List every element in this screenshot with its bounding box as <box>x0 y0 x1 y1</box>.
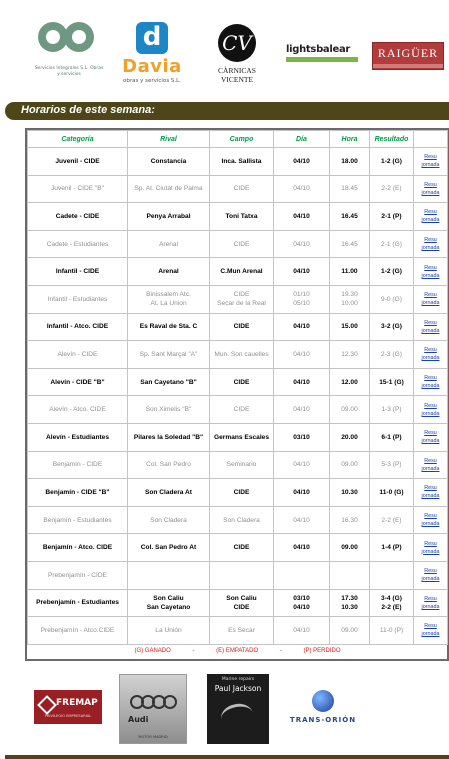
legend-perdido: (P) PERDIDO <box>303 648 341 655</box>
resumen-jornada-link[interactable]: Resu <box>424 264 437 271</box>
cell-categoria: Infantil - Estudiantes <box>28 285 128 313</box>
cell-campo: CIDE <box>210 230 274 258</box>
cell-hora: 20.00 <box>330 423 370 451</box>
cell-resultado: 9-0 (G) <box>370 285 414 313</box>
cell-hora: 17.30 10.30 <box>330 589 370 617</box>
resumen-jornada-link[interactable]: jornada <box>421 438 440 445</box>
cell-link <box>414 313 448 341</box>
resumen-jornada-link[interactable]: jornada <box>421 383 440 390</box>
cell-hora: 18.45 <box>330 175 370 203</box>
cell-dia: 03/10 04/10 <box>274 589 330 617</box>
resumen-jornada-link[interactable]: jornada <box>421 603 440 610</box>
cell-resultado: 15-1 (G) <box>370 368 414 396</box>
cell-rival: Son Ximelis "B" <box>128 396 210 424</box>
cell-categoria: Alevín - Estudiantes <box>28 423 128 451</box>
resumen-jornada-link[interactable]: Resu <box>424 457 437 464</box>
sponsor-paul-jackson-logo[interactable] <box>207 674 269 744</box>
cell-dia: 04/10 <box>274 230 330 258</box>
resumen-jornada-link[interactable]: jornada <box>421 521 440 528</box>
table-row <box>28 285 448 313</box>
table-row <box>28 175 448 203</box>
cell-dia: 04/10 <box>274 534 330 562</box>
cell-dia: 04/10 <box>274 479 330 507</box>
cell-campo: CIDE <box>210 534 274 562</box>
cell-link <box>414 368 448 396</box>
cell-dia: 04/10 <box>274 313 330 341</box>
cell-dia: 04/10 <box>274 506 330 534</box>
cell-campo: Inca. Sallista <box>210 148 274 176</box>
cell-hora: 12.00 <box>330 368 370 396</box>
audi-sub: MOTOR MADRID <box>138 735 168 739</box>
cell-rival: Sp. At. Ciutat de Palma <box>128 175 210 203</box>
cell-resultado: 6-1 (P) <box>370 423 414 451</box>
table-row <box>28 230 448 258</box>
cell-rival: Son Cladera <box>128 506 210 534</box>
cell-rival: Es Raval de Sta. C <box>128 313 210 341</box>
davia-mark-icon: d <box>136 22 168 54</box>
cell-link <box>414 148 448 176</box>
cell-campo: C.Mun Arenal <box>210 258 274 286</box>
cell-rival: La Unión <box>128 617 210 645</box>
cell-dia: 03/10 <box>274 423 330 451</box>
header-campo: Campo <box>210 131 274 148</box>
table-row <box>28 534 448 562</box>
cv-mark-icon: CV <box>218 24 256 62</box>
cell-categoria: Juvenil - CIDE <box>28 148 128 176</box>
schedule-body <box>28 148 448 645</box>
resumen-jornada-link[interactable]: jornada <box>421 217 440 224</box>
cell-categoria: Benjamín - Atco. CIDE <box>28 534 128 562</box>
cell-rival: Col. San Pedro At <box>128 534 210 562</box>
carnicas-name: CÀRNICAS VICENTE <box>218 66 256 84</box>
cell-rival: Son Cladera At <box>128 479 210 507</box>
cell-link <box>414 396 448 424</box>
trans-orion-name: TRANS-ORIÓN <box>289 716 357 724</box>
table-row <box>28 396 448 424</box>
cell-categoria: Cadete - Estudiantes <box>28 230 128 258</box>
header-dia: Día <box>274 131 330 148</box>
cell-hora: 11.00 <box>330 258 370 286</box>
pj-sub: Marine repairs <box>221 677 255 682</box>
sponsor-raiguer-logo[interactable] <box>372 42 444 70</box>
cell-categoria: Juvenil - CIDE "B" <box>28 175 128 203</box>
table-row <box>28 423 448 451</box>
sponsor-trans-orion-logo[interactable] <box>286 690 360 732</box>
cell-rival: Son Caliu San Cayetano <box>128 589 210 617</box>
cell-categoria: Alevín - CIDE "B" <box>28 368 128 396</box>
schedule-table-container <box>25 128 449 661</box>
cell-link <box>414 617 448 645</box>
cell-link <box>414 203 448 231</box>
resumen-jornada-link[interactable]: jornada <box>421 493 440 500</box>
cell-rival: Binissalem Atc. At. La Union <box>128 285 210 313</box>
cell-resultado: 2-1 (G) <box>370 230 414 258</box>
pj-wave-icon <box>219 701 255 731</box>
resumen-jornada-link[interactable]: jornada <box>421 410 440 417</box>
cell-resultado: 1-3 (P) <box>370 396 414 424</box>
cell-campo: Son Cladera <box>210 506 274 534</box>
resumen-jornada-link[interactable]: Resu <box>424 540 437 547</box>
cell-categoria: Infantil - CIDE <box>28 258 128 286</box>
cell-dia: 04/10 <box>274 148 330 176</box>
header-categoria: Categoría <box>28 131 128 148</box>
resumen-jornada-link[interactable]: jornada <box>421 245 440 252</box>
legend-cell <box>28 644 448 659</box>
cell-rival: Arenal <box>128 230 210 258</box>
cell-campo: Es Secar <box>210 617 274 645</box>
resumen-jornada-link[interactable]: Resu <box>424 430 437 437</box>
cell-categoria: Cadete - CIDE <box>28 203 128 231</box>
cell-link <box>414 506 448 534</box>
resumen-jornada-link[interactable]: jornada <box>421 631 440 638</box>
cell-hora: 18.00 <box>330 148 370 176</box>
fremap-icon <box>37 695 57 715</box>
fremap-name: FREMAP <box>56 698 98 708</box>
cell-link <box>414 258 448 286</box>
resumen-jornada-link[interactable]: jornada <box>421 327 440 334</box>
sponsor-davia-logo[interactable] <box>120 22 184 92</box>
cell-rival: Arenal <box>128 258 210 286</box>
cell-rival: Pilares la Soledad "B" <box>128 423 210 451</box>
cell-link <box>414 341 448 369</box>
pj-name: Paul Jackson <box>214 684 262 693</box>
legend-ganado: (G) GANADO <box>134 648 171 655</box>
header-resultado: Resultado <box>370 131 414 148</box>
cell-dia: 04/10 <box>274 258 330 286</box>
cell-categoria: Benjamín - CIDE "B" <box>28 479 128 507</box>
cell-resultado <box>370 561 414 589</box>
resumen-jornada-link[interactable]: Resu <box>424 209 437 216</box>
cell-dia: 01/10 05/10 <box>274 285 330 313</box>
sponsor-carnicas-vicente-logo[interactable] <box>212 22 262 88</box>
cell-resultado: 3-4 (G) 2-2 (E) <box>370 589 414 617</box>
audi-rings-icon <box>130 695 180 709</box>
legend-empatado: (E) EMPATADO <box>216 648 259 655</box>
cell-resultado: 1-2 (G) <box>370 148 414 176</box>
legend-separator: - <box>192 648 195 655</box>
fremap-sub: PRIVILEGIO EMPRESARIAL <box>44 714 92 718</box>
cell-dia: 04/10 <box>274 617 330 645</box>
cell-categoria: Alevín - Atco. CIDE <box>28 396 128 424</box>
table-row <box>28 203 448 231</box>
cell-link <box>414 479 448 507</box>
cell-rival: Constancia <box>128 148 210 176</box>
table-row <box>28 368 448 396</box>
header-hora: Hora <box>330 131 370 148</box>
resumen-jornada-link[interactable]: Resu <box>424 292 437 299</box>
cell-dia: 04/10 <box>274 451 330 479</box>
cell-dia: 04/10 <box>274 203 330 231</box>
header-rival: Rival <box>128 131 210 148</box>
resumen-jornada-link[interactable]: jornada <box>421 576 440 583</box>
sponsor-sc-text: Servicios Integrales S.L. Obras y servicios <box>34 66 104 77</box>
cell-hora: 09.00 <box>330 451 370 479</box>
resumen-jornada-link[interactable]: jornada <box>421 465 440 472</box>
sponsor-lightsbalear-logo[interactable] <box>286 44 358 70</box>
cell-campo: CIDE Secar de la Real <box>210 285 274 313</box>
table-row <box>28 313 448 341</box>
sponsor-sc-logo[interactable] <box>34 18 104 92</box>
cell-resultado: 2-3 (G) <box>370 341 414 369</box>
cell-campo <box>210 561 274 589</box>
header-link <box>414 131 448 148</box>
table-header-row <box>28 131 448 148</box>
cell-resultado: 11-0 (G) <box>370 479 414 507</box>
table-row <box>28 258 448 286</box>
cell-categoria: Prebenjamín - Atco.CIDE <box>28 617 128 645</box>
cell-hora: 09.00 <box>330 396 370 424</box>
table-row <box>28 589 448 617</box>
legend-row <box>28 644 448 659</box>
cell-categoria: Benjamín - Estudiantes <box>28 506 128 534</box>
footer-bar <box>5 755 449 759</box>
cell-hora: 15.00 <box>330 313 370 341</box>
raiguer-name: RAIGÜER <box>377 46 439 60</box>
cell-categoria: Infantil - Atco. CIDE <box>28 313 128 341</box>
cell-link <box>414 534 448 562</box>
resumen-jornada-link[interactable]: jornada <box>421 355 440 362</box>
davia-name: Davia <box>122 56 182 77</box>
cell-categoria: Prebenjamín - CIDE <box>28 561 128 589</box>
cell-dia: 04/10 <box>274 368 330 396</box>
resumen-jornada-link[interactable]: jornada <box>421 189 440 196</box>
cell-link <box>414 175 448 203</box>
cell-dia: 04/10 <box>274 396 330 424</box>
cell-hora <box>330 561 370 589</box>
table-row <box>28 148 448 176</box>
cell-categoria: Alevín - CIDE <box>28 341 128 369</box>
cell-resultado: 3-2 (G) <box>370 313 414 341</box>
cell-resultado: 2-2 (E) <box>370 175 414 203</box>
cell-rival <box>128 561 210 589</box>
cell-rival: San Cayetano "B" <box>128 368 210 396</box>
resumen-jornada-link[interactable]: Resu <box>424 402 437 409</box>
cell-resultado: 11-0 (P) <box>370 617 414 645</box>
resumen-jornada-link[interactable]: Resu <box>424 375 437 382</box>
resumen-jornada-link[interactable]: jornada <box>421 548 440 555</box>
cell-hora: 10.30 <box>330 479 370 507</box>
table-row <box>28 617 448 645</box>
cell-link <box>414 230 448 258</box>
cell-resultado: 1-2 (G) <box>370 258 414 286</box>
sponsor-audi-logo[interactable] <box>119 674 187 744</box>
cell-campo: CIDE <box>210 175 274 203</box>
cell-campo: CIDE <box>210 396 274 424</box>
resumen-jornada-link[interactable]: Resu <box>424 347 437 354</box>
sponsor-fremap-logo[interactable] <box>34 690 102 724</box>
cell-link <box>414 285 448 313</box>
resumen-jornada-link[interactable]: jornada <box>421 162 440 169</box>
schedule-table <box>27 130 448 659</box>
resumen-jornada-link[interactable]: jornada <box>421 300 440 307</box>
cell-link <box>414 451 448 479</box>
cell-campo: CIDE <box>210 479 274 507</box>
cell-hora: 16.45 <box>330 230 370 258</box>
cell-campo: CIDE <box>210 368 274 396</box>
cell-resultado: 2-1 (P) <box>370 203 414 231</box>
cell-link <box>414 423 448 451</box>
cell-campo: Son Caliu CIDE <box>210 589 274 617</box>
cell-campo: Toni Tatxa <box>210 203 274 231</box>
table-row <box>28 561 448 589</box>
cell-categoria: Benjamín - CIDE <box>28 451 128 479</box>
cell-hora: 09.00 <box>330 534 370 562</box>
cell-hora: 16.30 <box>330 506 370 534</box>
cell-rival: Sp. Sant Marçal "A" <box>128 341 210 369</box>
table-row <box>28 479 448 507</box>
cell-hora: 16.45 <box>330 203 370 231</box>
resumen-jornada-link[interactable]: Resu <box>424 181 437 188</box>
resumen-jornada-link[interactable]: Resu <box>424 568 437 575</box>
resumen-jornada-link[interactable]: Resu <box>424 485 437 492</box>
cell-dia <box>274 561 330 589</box>
lightsbalear-name: lightsbalear <box>286 44 351 55</box>
davia-sub: obras y servicios S.L. <box>123 78 181 84</box>
resumen-jornada-link[interactable]: Resu <box>424 623 437 630</box>
cell-dia: 04/10 <box>274 341 330 369</box>
cell-campo: Seminario <box>210 451 274 479</box>
cell-campo: CIDE <box>210 313 274 341</box>
audi-name: Audi <box>128 715 149 724</box>
cell-hora: 09.00 <box>330 617 370 645</box>
sponsors-top <box>0 0 449 100</box>
cell-link <box>414 589 448 617</box>
cell-campo: Mun. Son cauelles <box>210 341 274 369</box>
cell-campo: Germans Escales <box>210 423 274 451</box>
cell-link <box>414 561 448 589</box>
cell-rival: Col. San Pedro <box>128 451 210 479</box>
cell-hora: 19.30 10.00 <box>330 285 370 313</box>
resumen-jornada-link[interactable]: jornada <box>421 272 440 279</box>
table-row <box>28 341 448 369</box>
table-row <box>28 506 448 534</box>
cell-resultado: 2-2 (E) <box>370 506 414 534</box>
resumen-jornada-link[interactable]: Resu <box>424 154 437 161</box>
globe-icon <box>312 690 334 712</box>
resumen-jornada-link[interactable]: Resu <box>424 513 437 520</box>
cell-categoria: Prebenjamín - Estudiantes <box>28 589 128 617</box>
legend-separator: - <box>279 648 282 655</box>
cell-resultado: 5-3 (P) <box>370 451 414 479</box>
cell-rival: Penya Arrabal <box>128 203 210 231</box>
resumen-jornada-link[interactable]: Resu <box>424 595 437 602</box>
resumen-jornada-link[interactable]: Resu <box>424 237 437 244</box>
cell-resultado: 1-4 (P) <box>370 534 414 562</box>
resumen-jornada-link[interactable]: Resu <box>424 319 437 326</box>
section-title: Horarios de este semana: <box>21 104 155 116</box>
table-row <box>28 451 448 479</box>
cell-hora: 12.30 <box>330 341 370 369</box>
section-header-bar <box>5 102 449 120</box>
cell-dia: 04/10 <box>274 175 330 203</box>
